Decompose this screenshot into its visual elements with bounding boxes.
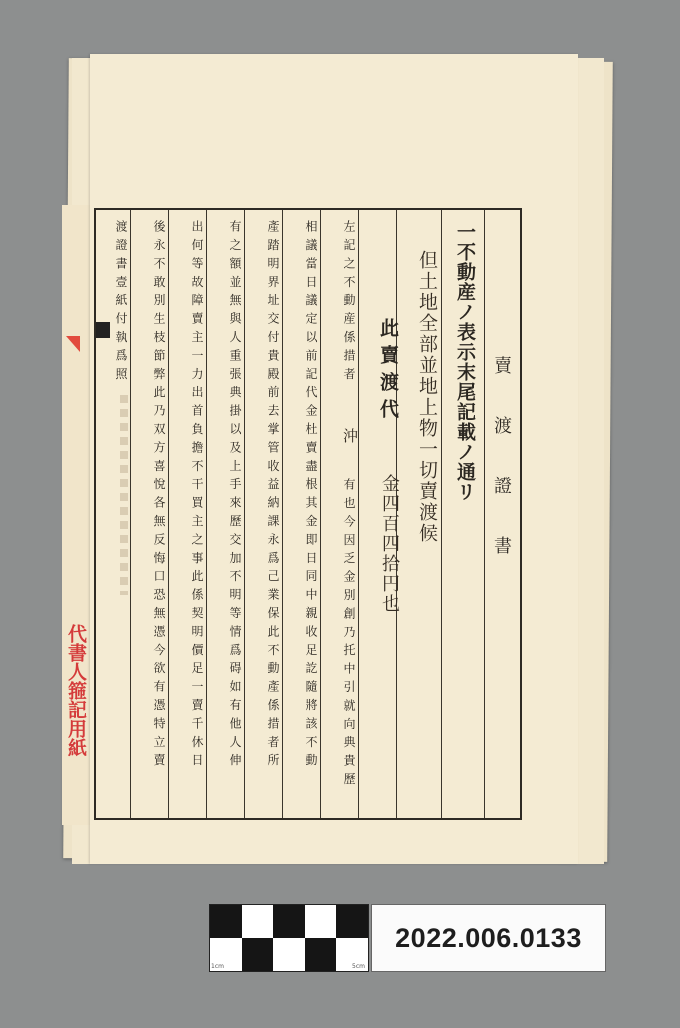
body-column-5: 後永不敢別生枝節弊此乃双方喜悅各無反悔口恐無憑今欲有憑特立賣 bbox=[152, 220, 166, 772]
price-amount: 金四百四拾円也 bbox=[379, 474, 400, 614]
scale-square bbox=[273, 905, 305, 938]
red-margin-text: 代書人箍記用紙 bbox=[65, 623, 87, 757]
scale-square bbox=[305, 938, 337, 971]
body-column-1: 相議當日議定以前記代金杜賣盡根其金即日同中親收足訖隨將該不動 bbox=[304, 220, 318, 772]
handwritten-property-line: 但土地全部並地上物一切賣渡候 bbox=[416, 250, 438, 544]
black-tab-mark bbox=[96, 322, 110, 338]
faint-offset-print bbox=[120, 395, 128, 595]
column-rule bbox=[206, 210, 207, 818]
seller-mark: 沖 bbox=[341, 428, 359, 445]
price-label: 此賣渡代 bbox=[377, 318, 399, 426]
catalog-number: 2022.006.0133 bbox=[395, 922, 582, 953]
scale-checker-bar bbox=[209, 904, 369, 972]
body-column-3: 有之額並無與人重張典掛以及上手來歷交加不明等情爲碍如有他人伸 bbox=[228, 220, 242, 772]
property-header: 一不動産ノ表示末尾記載ノ通リ bbox=[454, 222, 476, 502]
scale-square bbox=[242, 905, 274, 938]
body-column-6: 渡證書壹紙付執爲照 bbox=[114, 220, 128, 386]
scale-label-right: 5cm bbox=[352, 963, 365, 970]
column-rule bbox=[484, 210, 485, 818]
column-rule bbox=[282, 210, 283, 818]
seller-line-end: 有也今因乏金別創乃托中引就向典貴歷 bbox=[342, 478, 356, 791]
scale-square bbox=[273, 938, 305, 971]
body-column-2: 產踏明界址交付貴殿前去掌管收益納課永爲己業保此不動產係措者所 bbox=[266, 220, 280, 772]
column-rule bbox=[441, 210, 442, 818]
catalog-label-card bbox=[371, 904, 606, 972]
column-rule bbox=[320, 210, 321, 818]
column-rule bbox=[168, 210, 169, 818]
column-rule bbox=[130, 210, 131, 818]
scale-label-left: 1cm bbox=[211, 963, 224, 970]
column-rule bbox=[358, 210, 359, 818]
document-title: 賣 渡 證 書 bbox=[491, 356, 512, 566]
scale-square bbox=[336, 905, 368, 938]
column-rule bbox=[244, 210, 245, 818]
scale-square bbox=[242, 938, 274, 971]
seller-line-start: 左記之不動産係措者 bbox=[342, 220, 356, 386]
scale-square bbox=[210, 905, 242, 938]
red-corner-mark bbox=[66, 336, 80, 352]
body-column-4: 出何等故障賣主一力出首負擔不干買主之事此係契明價足一賣千休日 bbox=[190, 220, 204, 772]
scale-square bbox=[305, 905, 337, 938]
